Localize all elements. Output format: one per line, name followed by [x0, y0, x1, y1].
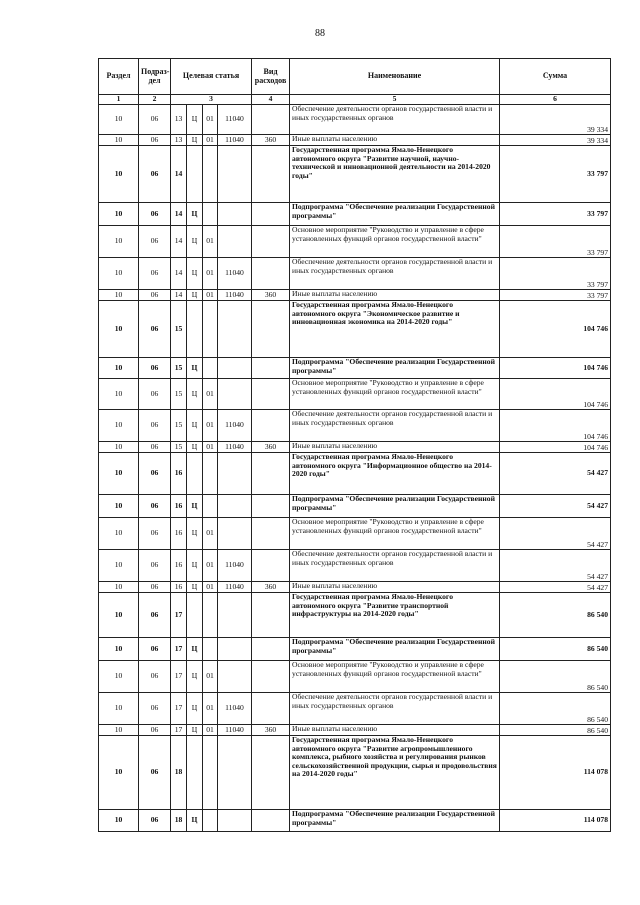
target-code-program: 17	[171, 693, 187, 725]
target-code-direction	[218, 810, 252, 832]
podrazdel-cell: 06	[139, 582, 171, 593]
target-code-activity: 01	[203, 290, 218, 301]
table-row	[99, 550, 611, 582]
target-code-program: 17	[171, 638, 187, 661]
target-code-direction	[218, 453, 252, 495]
target-code-activity: 01	[203, 693, 218, 725]
amount-cell: 104 746	[500, 410, 611, 442]
expense-type-cell	[252, 410, 290, 442]
target-code-direction	[218, 736, 252, 810]
target-code-subprogram	[187, 453, 203, 495]
podrazdel-cell: 06	[139, 442, 171, 453]
name-cell: Основное мероприятие "Руководство и управление в сфере установленных функций органов государственной власти"	[290, 379, 500, 410]
target-code-direction	[218, 203, 252, 226]
target-code-activity	[203, 810, 218, 832]
header-naimenovanie: Наименование	[290, 59, 500, 95]
expense-type-cell	[252, 105, 290, 135]
razdel-cell: 10	[99, 518, 139, 550]
target-code-activity: 01	[203, 442, 218, 453]
col-index: 2	[139, 95, 171, 105]
target-code-subprogram: Ц	[187, 661, 203, 693]
target-code-program: 15	[171, 442, 187, 453]
razdel-cell: 10	[99, 358, 139, 379]
amount-cell: 33 797	[500, 226, 611, 258]
amount-cell: 54 427	[500, 550, 611, 582]
target-code-subprogram: Ц	[187, 379, 203, 410]
amount-cell: 33 797	[500, 290, 611, 301]
expense-type-cell	[252, 453, 290, 495]
razdel-cell: 10	[99, 725, 139, 736]
table-row	[99, 661, 611, 693]
amount-cell: 114 078	[500, 810, 611, 832]
amount-cell: 54 427	[500, 453, 611, 495]
razdel-cell: 10	[99, 582, 139, 593]
amount-cell: 39 334	[500, 105, 611, 135]
name-cell: Государственная программа Ямало-Ненецкого автономного округа "Экономическое развитие и инновационная экономика на 2014-2020 годы"	[290, 301, 500, 358]
target-code-subprogram	[187, 593, 203, 638]
target-code-direction	[218, 301, 252, 358]
expense-type-cell: 360	[252, 725, 290, 736]
col-index: 1	[99, 95, 139, 105]
target-code-activity: 01	[203, 258, 218, 290]
target-code-direction	[218, 226, 252, 258]
amount-cell: 33 797	[500, 146, 611, 203]
amount-cell: 86 540	[500, 638, 611, 661]
target-code-program: 17	[171, 661, 187, 693]
amount-cell: 54 427	[500, 495, 611, 518]
table-row	[99, 693, 611, 725]
razdel-cell: 10	[99, 593, 139, 638]
expense-type-cell	[252, 358, 290, 379]
razdel-cell: 10	[99, 203, 139, 226]
target-code-subprogram	[187, 736, 203, 810]
table-row	[99, 290, 611, 301]
target-code-activity: 01	[203, 379, 218, 410]
podrazdel-cell: 06	[139, 693, 171, 725]
header-tselevaya-statya: Целевая статья	[171, 59, 252, 95]
podrazdel-cell: 06	[139, 135, 171, 146]
target-code-direction: 11040	[218, 135, 252, 146]
target-code-direction: 11040	[218, 105, 252, 135]
razdel-cell: 10	[99, 410, 139, 442]
target-code-activity: 01	[203, 550, 218, 582]
target-code-direction: 11040	[218, 442, 252, 453]
razdel-cell: 10	[99, 693, 139, 725]
target-code-activity: 01	[203, 135, 218, 146]
name-cell: Иные выплаты населению	[290, 442, 500, 453]
razdel-cell: 10	[99, 290, 139, 301]
table-row	[99, 135, 611, 146]
col-index: 3	[171, 95, 252, 105]
podrazdel-cell: 06	[139, 146, 171, 203]
target-code-subprogram: Ц	[187, 693, 203, 725]
target-code-activity: 01	[203, 582, 218, 593]
target-code-program: 15	[171, 301, 187, 358]
expense-type-cell	[252, 736, 290, 810]
target-code-subprogram: Ц	[187, 638, 203, 661]
target-code-direction: 11040	[218, 582, 252, 593]
podrazdel-cell: 06	[139, 518, 171, 550]
razdel-cell: 10	[99, 135, 139, 146]
header-summa: Сумма	[500, 59, 611, 95]
amount-cell: 104 746	[500, 301, 611, 358]
name-cell: Подпрограмма "Обеспечение реализации Государственной программы"	[290, 495, 500, 518]
column-index-row	[99, 95, 611, 105]
podrazdel-cell: 06	[139, 495, 171, 518]
table-row	[99, 495, 611, 518]
target-code-direction	[218, 146, 252, 203]
target-code-program: 16	[171, 550, 187, 582]
target-code-program: 14	[171, 203, 187, 226]
amount-cell: 86 540	[500, 593, 611, 638]
amount-cell: 104 746	[500, 379, 611, 410]
name-cell: Основное мероприятие "Руководство и управление в сфере установленных функций органов государственной власти"	[290, 518, 500, 550]
amount-cell: 54 427	[500, 582, 611, 593]
target-code-direction: 11040	[218, 258, 252, 290]
header-podrazdel: Подраз-дел	[139, 59, 171, 95]
table-row	[99, 442, 611, 453]
target-code-program: 13	[171, 105, 187, 135]
target-code-activity: 01	[203, 518, 218, 550]
target-code-subprogram	[187, 301, 203, 358]
target-code-activity: 01	[203, 410, 218, 442]
expense-type-cell	[252, 203, 290, 226]
target-code-subprogram: Ц	[187, 203, 203, 226]
razdel-cell: 10	[99, 258, 139, 290]
podrazdel-cell: 06	[139, 379, 171, 410]
expense-type-cell	[252, 693, 290, 725]
table-row	[99, 146, 611, 203]
target-code-activity	[203, 146, 218, 203]
target-code-activity	[203, 495, 218, 518]
amount-cell: 39 334	[500, 135, 611, 146]
target-code-activity	[203, 453, 218, 495]
target-code-activity	[203, 638, 218, 661]
podrazdel-cell: 06	[139, 410, 171, 442]
amount-cell: 86 540	[500, 725, 611, 736]
table-row	[99, 725, 611, 736]
target-code-program: 17	[171, 725, 187, 736]
target-code-program: 15	[171, 358, 187, 379]
name-cell: Обеспечение деятельности органов государственной власти и иных государственных органов	[290, 693, 500, 725]
table-row	[99, 638, 611, 661]
table-row	[99, 582, 611, 593]
target-code-subprogram	[187, 146, 203, 203]
name-cell: Обеспечение деятельности органов государственной власти и иных государственных органов	[290, 550, 500, 582]
target-code-direction	[218, 593, 252, 638]
razdel-cell: 10	[99, 810, 139, 832]
name-cell: Подпрограмма "Обеспечение реализации Государственной программы"	[290, 203, 500, 226]
target-code-program: 16	[171, 495, 187, 518]
razdel-cell: 10	[99, 105, 139, 135]
razdel-cell: 10	[99, 226, 139, 258]
table-row	[99, 379, 611, 410]
amount-cell: 86 540	[500, 693, 611, 725]
target-code-subprogram: Ц	[187, 518, 203, 550]
podrazdel-cell: 06	[139, 810, 171, 832]
razdel-cell: 10	[99, 379, 139, 410]
target-code-direction	[218, 358, 252, 379]
table-row	[99, 301, 611, 358]
expense-type-cell	[252, 379, 290, 410]
target-code-program: 18	[171, 736, 187, 810]
target-code-activity: 01	[203, 725, 218, 736]
col-index: 4	[252, 95, 290, 105]
target-code-subprogram: Ц	[187, 582, 203, 593]
target-code-program: 14	[171, 146, 187, 203]
table-row	[99, 518, 611, 550]
name-cell: Подпрограмма "Обеспечение реализации Государственной программы"	[290, 638, 500, 661]
podrazdel-cell: 06	[139, 301, 171, 358]
name-cell: Государственная программа Ямало-Ненецкого автономного округа "Информационное общество на 2014-2020 годы"	[290, 453, 500, 495]
expense-type-cell	[252, 226, 290, 258]
podrazdel-cell: 06	[139, 638, 171, 661]
target-code-program: 16	[171, 518, 187, 550]
target-code-direction	[218, 638, 252, 661]
razdel-cell: 10	[99, 495, 139, 518]
table-row	[99, 453, 611, 495]
amount-cell: 104 746	[500, 358, 611, 379]
target-code-activity	[203, 203, 218, 226]
podrazdel-cell: 06	[139, 725, 171, 736]
target-code-activity	[203, 301, 218, 358]
amount-cell: 33 797	[500, 203, 611, 226]
target-code-program: 15	[171, 410, 187, 442]
table-row	[99, 358, 611, 379]
podrazdel-cell: 06	[139, 550, 171, 582]
col-index: 6	[500, 95, 611, 105]
target-code-activity: 01	[203, 105, 218, 135]
target-code-program: 14	[171, 226, 187, 258]
target-code-activity: 01	[203, 661, 218, 693]
podrazdel-cell: 06	[139, 358, 171, 379]
table-row	[99, 736, 611, 810]
target-code-direction	[218, 495, 252, 518]
table-row	[99, 226, 611, 258]
expense-type-cell: 360	[252, 442, 290, 453]
target-code-subprogram: Ц	[187, 135, 203, 146]
target-code-program: 14	[171, 258, 187, 290]
name-cell: Государственная программа Ямало-Ненецкого автономного округа "Развитие транспортной инфраструктуры на 2014-2020 годы"	[290, 593, 500, 638]
target-code-program: 16	[171, 582, 187, 593]
target-code-activity	[203, 736, 218, 810]
col-index: 5	[290, 95, 500, 105]
target-code-direction: 11040	[218, 550, 252, 582]
expense-type-cell	[252, 593, 290, 638]
expense-type-cell: 360	[252, 582, 290, 593]
razdel-cell: 10	[99, 550, 139, 582]
expense-type-cell	[252, 661, 290, 693]
name-cell: Государственная программа Ямало-Ненецкого автономного округа "Развитие агропромышленного комплекса, рыбного хозяйства и регулирования рынков сельскохозяйственной продукции, сырья и продовольствия на 2014-2020 годы"	[290, 736, 500, 810]
podrazdel-cell: 06	[139, 203, 171, 226]
page-number: 88	[315, 28, 325, 39]
podrazdel-cell: 06	[139, 593, 171, 638]
name-cell: Иные выплаты населению	[290, 582, 500, 593]
table-row	[99, 105, 611, 135]
target-code-direction: 11040	[218, 410, 252, 442]
razdel-cell: 10	[99, 146, 139, 203]
amount-cell: 114 078	[500, 736, 611, 810]
table-row	[99, 203, 611, 226]
target-code-program: 17	[171, 593, 187, 638]
expense-type-cell	[252, 810, 290, 832]
expense-type-cell	[252, 550, 290, 582]
header-razdel: Раздел	[99, 59, 139, 95]
target-code-program: 18	[171, 810, 187, 832]
name-cell: Обеспечение деятельности органов государственной власти и иных государственных органов	[290, 258, 500, 290]
target-code-subprogram: Ц	[187, 226, 203, 258]
table-row	[99, 258, 611, 290]
target-code-direction: 11040	[218, 693, 252, 725]
target-code-program: 16	[171, 453, 187, 495]
razdel-cell: 10	[99, 661, 139, 693]
expense-type-cell	[252, 258, 290, 290]
target-code-activity: 01	[203, 226, 218, 258]
name-cell: Подпрограмма "Обеспечение реализации Государственной программы"	[290, 358, 500, 379]
target-code-program: 15	[171, 379, 187, 410]
expense-type-cell	[252, 495, 290, 518]
amount-cell: 33 797	[500, 258, 611, 290]
target-code-subprogram: Ц	[187, 442, 203, 453]
razdel-cell: 10	[99, 638, 139, 661]
target-code-subprogram: Ц	[187, 725, 203, 736]
target-code-direction	[218, 661, 252, 693]
name-cell: Иные выплаты населению	[290, 290, 500, 301]
expense-type-cell	[252, 638, 290, 661]
name-cell: Подпрограмма "Обеспечение реализации Государственной программы"	[290, 810, 500, 832]
target-code-direction: 11040	[218, 725, 252, 736]
name-cell: Иные выплаты населению	[290, 725, 500, 736]
target-code-subprogram: Ц	[187, 258, 203, 290]
name-cell: Обеспечение деятельности органов государственной власти и иных государственных органов	[290, 105, 500, 135]
target-code-subprogram: Ц	[187, 410, 203, 442]
expense-type-cell: 360	[252, 135, 290, 146]
target-code-direction: 11040	[218, 290, 252, 301]
razdel-cell: 10	[99, 301, 139, 358]
razdel-cell: 10	[99, 442, 139, 453]
target-code-subprogram: Ц	[187, 105, 203, 135]
target-code-program: 14	[171, 290, 187, 301]
podrazdel-cell: 06	[139, 453, 171, 495]
name-cell: Иные выплаты населению	[290, 135, 500, 146]
expense-type-cell: 360	[252, 290, 290, 301]
podrazdel-cell: 06	[139, 105, 171, 135]
target-code-subprogram: Ц	[187, 550, 203, 582]
name-cell: Основное мероприятие "Руководство и управление в сфере установленных функций органов государственной власти"	[290, 661, 500, 693]
header-vid-rashodov: Вид расходов	[252, 59, 290, 95]
podrazdel-cell: 06	[139, 290, 171, 301]
target-code-direction	[218, 518, 252, 550]
expense-type-cell	[252, 146, 290, 203]
target-code-activity	[203, 593, 218, 638]
expense-type-cell	[252, 301, 290, 358]
podrazdel-cell: 06	[139, 661, 171, 693]
target-code-activity	[203, 358, 218, 379]
target-code-subprogram: Ц	[187, 358, 203, 379]
budget-table	[98, 58, 611, 832]
name-cell: Основное мероприятие "Руководство и управление в сфере установленных функций органов государственной власти"	[290, 226, 500, 258]
podrazdel-cell: 06	[139, 736, 171, 810]
razdel-cell: 10	[99, 453, 139, 495]
table-row	[99, 593, 611, 638]
amount-cell: 54 427	[500, 518, 611, 550]
target-code-subprogram: Ц	[187, 290, 203, 301]
target-code-subprogram: Ц	[187, 810, 203, 832]
target-code-subprogram: Ц	[187, 495, 203, 518]
name-cell: Государственная программа Ямало-Ненецкого автономного округа "Развитие научной, научно-технической и инновационной деятельности на 2014-2020 годы"	[290, 146, 500, 203]
amount-cell: 86 540	[500, 661, 611, 693]
target-code-direction	[218, 379, 252, 410]
podrazdel-cell: 06	[139, 258, 171, 290]
expense-type-cell	[252, 518, 290, 550]
table-row	[99, 410, 611, 442]
razdel-cell: 10	[99, 736, 139, 810]
amount-cell: 104 746	[500, 442, 611, 453]
target-code-program: 13	[171, 135, 187, 146]
name-cell: Обеспечение деятельности органов государственной власти и иных государственных органов	[290, 410, 500, 442]
table-row	[99, 810, 611, 832]
podrazdel-cell: 06	[139, 226, 171, 258]
